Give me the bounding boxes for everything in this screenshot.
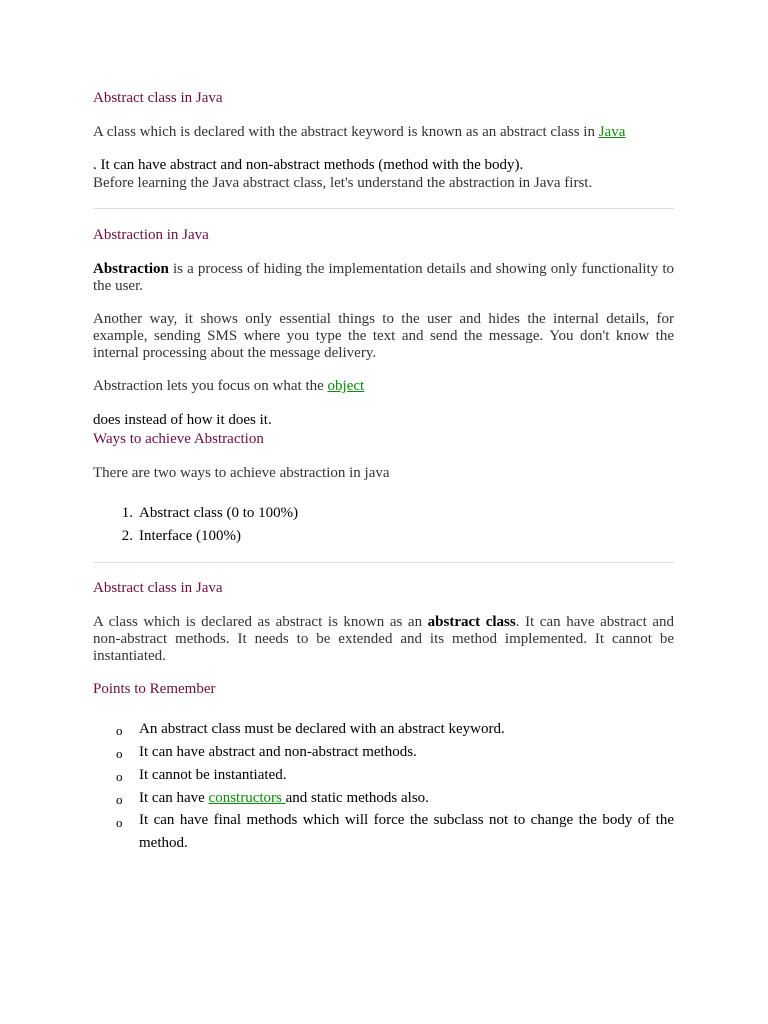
bullet-marker: o — [116, 792, 123, 807]
paragraph-two-ways: There are two ways to achieve abstraction in java — [93, 465, 390, 481]
bullet-marker: o — [116, 723, 123, 738]
paragraph-abstract-class-definition — [93, 614, 674, 665]
list-item-text-part: and static methods also. — [285, 790, 429, 806]
paragraph-does-instead: does instead of how it does it. — [93, 412, 272, 428]
list-item-number: 1. — [121, 505, 133, 521]
paragraph-abstract-class-intro — [93, 124, 674, 141]
list-item-text: It cannot be instantiated. — [139, 767, 287, 783]
section-heading-abstraction: Abstraction in Java — [93, 227, 209, 243]
list-item-text: Abstract class (0 to 100%) — [139, 505, 299, 521]
paragraph-text: . It can have abstract and non-abstract methods. It needs to be extended and its method implemented. It cannot be instantiated. — [93, 614, 674, 664]
list-item-text: An abstract class must be declared with an abstract keyword. — [139, 721, 505, 737]
list-item-text: It can have final methods which will force the subclass not to change the body of the method. — [139, 812, 674, 851]
divider — [93, 562, 674, 563]
paragraph-abstraction-definition — [93, 261, 674, 295]
bullet-marker: o — [116, 746, 123, 761]
section-heading-points: Points to Remember — [93, 681, 216, 697]
paragraph-text: Abstraction lets you focus on what the — [93, 378, 328, 394]
list-item-text: It can have abstract and non-abstract methods. — [139, 744, 417, 760]
paragraph-text: A class which is declared as abstract is known as an — [93, 614, 428, 630]
object-link[interactable]: object — [327, 378, 365, 394]
section-heading-abstract-class-2: Abstract class in Java — [93, 580, 223, 596]
list-item-text: Interface (100%) — [139, 528, 242, 544]
list-item-text — [139, 790, 674, 807]
bullet-marker: o — [116, 815, 123, 830]
bullet-marker: o — [116, 769, 123, 784]
abstract-class-bold-term: abstract class — [427, 614, 516, 630]
paragraph-before-learning: Before learning the Java abstract class, let's understand the abstraction in Java first. — [93, 175, 593, 191]
java-link[interactable]: Java — [598, 124, 626, 140]
paragraph-text: A class which is declared with the abstract keyword is known as an abstract class in — [93, 124, 599, 140]
section-heading-ways: Ways to achieve Abstraction — [93, 431, 264, 447]
section-heading-abstract-class: Abstract class in Java — [93, 90, 223, 106]
list-item-number: 2. — [121, 528, 133, 544]
paragraph-methods: . It can have abstract and non-abstract methods (method with the body). — [93, 157, 524, 173]
abstraction-bold-term: Abstraction — [93, 261, 169, 277]
paragraph-text: is a process of hiding the implementation details and showing only functionality to the user. — [93, 261, 674, 294]
list-item-text-part: It can have — [139, 790, 209, 806]
paragraph-focus — [93, 378, 674, 395]
divider — [93, 208, 674, 209]
constructors-link[interactable]: constructors — [208, 790, 286, 806]
paragraph-another-way: Another way, it shows only essential things to the user and hides the internal details, for example, sending SMS where you type the text and send the message. You don't know the internal processing about the message delivery. — [93, 311, 674, 361]
